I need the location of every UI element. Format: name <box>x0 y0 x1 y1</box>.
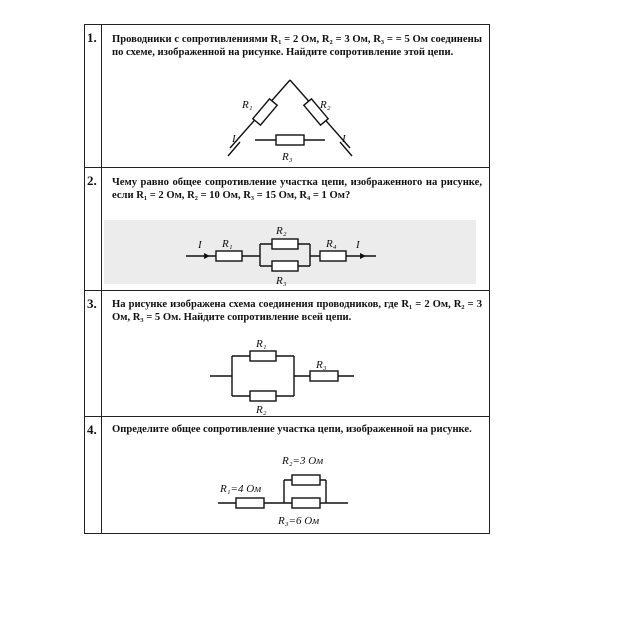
circuit-diagram-1 <box>220 78 360 166</box>
resistor-r2 <box>272 239 298 249</box>
resistor-r3 <box>310 371 338 381</box>
label-r2: R₂=3 Ом <box>282 455 324 467</box>
resistor-r1 <box>216 251 242 261</box>
circuit-diagram-2 <box>180 222 380 286</box>
number-column-divider <box>101 24 102 534</box>
label-r3: R₃=6 Ом <box>278 515 320 527</box>
label-current-right: I <box>342 133 346 145</box>
label-r2: R₂ <box>320 99 331 111</box>
label-r1: R₁=4 Ом <box>220 483 262 495</box>
resistor-r1 <box>236 498 264 508</box>
resistor-r3 <box>272 261 298 271</box>
resistor-r2 <box>292 475 320 485</box>
task-text: На рисунке изображена схема соединения проводников, где R₁ = 2 Ом, R₂ = 3 Ом, R₃ = 5 Ом. Найдите сопротивление всей цепи. <box>112 299 482 323</box>
label-r2: R₂ <box>276 225 287 237</box>
resistor-r1 <box>250 351 276 361</box>
row-divider <box>84 416 490 417</box>
task-number: 2. <box>87 173 97 188</box>
arrow-icon <box>360 253 366 259</box>
label-r1: R₁ <box>222 238 233 250</box>
arrow-icon <box>204 253 210 259</box>
label-r3: R₃ <box>282 151 293 163</box>
label-r1: R₁ <box>242 99 253 111</box>
resistor-r3 <box>292 498 320 508</box>
circuit-diagram-4 <box>214 452 354 530</box>
label-current-right: I <box>356 239 360 251</box>
label-r4: R₄ <box>326 238 337 250</box>
label-r1: R₁ <box>256 338 267 350</box>
label-current-left: I <box>232 133 236 145</box>
task-number: 3. <box>87 296 97 311</box>
label-r3: R₃ <box>316 359 327 371</box>
task-number: 1. <box>87 30 97 45</box>
resistor-r1 <box>253 99 277 125</box>
resistor-r2 <box>250 391 276 401</box>
task-text: Определите общее сопротивление участка цепи, изображенной на рисунке. <box>112 424 472 435</box>
label-r3: R₃ <box>276 275 287 287</box>
label-current-left: I <box>198 239 202 251</box>
row-divider <box>84 167 490 168</box>
task-number: 4. <box>87 422 97 437</box>
resistor-r3 <box>276 135 304 145</box>
circuit-diagram-3 <box>210 338 360 414</box>
task-text: Чему равно общее сопротивление участка цепи, изображенного на рисунке, если R₁ = 2 Ом, R₂ = 10 Ом, R₃ = 15 Ом, R₄ = 1 Ом? <box>112 177 482 201</box>
row-divider <box>84 290 490 291</box>
resistor-r4 <box>320 251 346 261</box>
task-text: Проводники с сопротивлениями R₁ = 2 Ом, R₂ = 3 Ом, R₃ = = 5 Ом соединены по схеме, изображенной на рисунке. Найдите сопротивление этой цепи. <box>112 34 482 58</box>
label-r2: R₂ <box>256 404 267 416</box>
